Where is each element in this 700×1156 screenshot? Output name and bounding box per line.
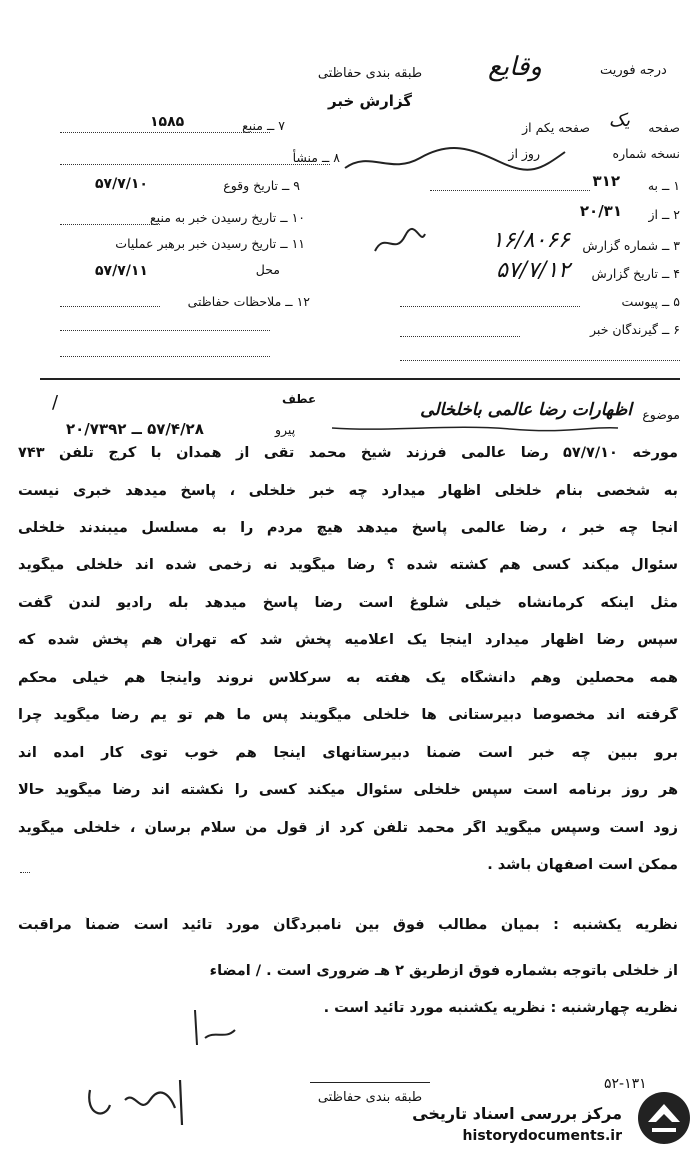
margin-star [20,872,30,873]
field-recipients-label: ۶ ــ گیرندگان خبر [590,322,680,337]
field-report-date-value: ۵۷/۷/۱۲ [496,258,570,283]
body-line: مثل اینکه کرمانشاه خیلی شلوغ است رضا پاسخ میدهد بله رادیو لندن گفت [18,595,678,611]
header-divider [40,378,680,380]
dotted-line [400,336,520,337]
body-line: همه محصلین وهم دانشگاه یک هفته به سرکلاس نروند واینجا هم خیلی محکم [18,670,678,686]
dotted-line [60,356,270,357]
field-report-number-value: ۱۶/۸۰۶۶ [491,228,570,253]
body-line: زود است وسپس میگوید اگر محمد تلفن کرد از قول من سلام برسان ، خلخلی میگوید [18,820,678,836]
dotted-line [60,330,270,331]
field-occurrence-label: ۹ ــ تاریخ وقوع [223,178,300,193]
note-line: از خلخلی باتوجه بشماره فوق ازطریق ۲ هـ ضروری است . / امضاء [209,963,678,979]
field-to-label: ۱ ــ به [647,178,680,193]
note-line: نظریه یکشنبه : بمیان مطالب فوق بین نامبردگان مورد تائید است ضمناً مراقبت [18,917,678,933]
footer-rule [310,1082,430,1083]
signature-mark [185,1000,245,1060]
archive-website: historydocuments.ir [462,1128,622,1144]
form-code: ۵۲-۱۳۱ [604,1076,647,1092]
subject-underline [330,422,620,434]
field-received-leader-label: ۱۱ ــ تاریخ رسیدن خبر برهبر عملیات [115,236,305,251]
reference-value: ۵۷/۴/۲۸ ــ ۲۰/۷۳۹۲ [66,420,204,438]
body-line: سپس رضا اظهار میدارد اینجا یک اعلامیه پخش شد که تهران هم پخش شده که [18,632,678,648]
note-line: نظریه چهارشنبه : نظریه یکشنبه مورد تائید است . [323,1000,678,1016]
field-source-value: ۱۵۸۵ [150,114,185,130]
classification-top: طبقه بندی حفاظتی [317,66,423,81]
urgency-label: درجه فوریت [600,63,667,78]
body-line: سئوال میکند کسی هم کشته شده ؟ رضا میگوید نه زخمی شده اند خلخلی میگوید [18,557,678,573]
field-place-label: محل [255,262,280,277]
subject-value: اظهارات رضا عالمی باخلخالی [420,400,632,420]
field-page-value: یک [608,110,630,131]
body-line: هر روز برنامه است سپس خلخلی سئوال میکند کسی را نکشته اند رضا میگوید حالا [18,782,678,798]
field-received-source-label: ۱۰ ــ تاریخ رسیدن خبر به منبع [150,210,305,225]
field-attachment-label: ۵ ــ پیوست [621,294,680,309]
reference-label: پیرو [275,422,296,437]
field-source-label: ۷ ــ منبع [242,118,285,133]
body-line: آنجا چه خبر ، رضا عالمی پاسخ میدهد هیچ مردم را به مسلسل میبندند خلخلی [18,520,678,536]
classification-bottom: طبقه بندی حفاظتی [317,1090,423,1105]
body-line: مورخه ۵۷/۷/۱۰ رضا عالمی فرزند شیخ محمد تقی از همدان با کرج تلفن ۷۴۳ [18,445,678,461]
dotted-line [60,164,330,165]
dotted-line [400,360,680,361]
archive-center-name: مرکز بررسی اسناد تاریخی [412,1104,622,1123]
dotted-line [60,224,160,225]
field-copy-label: نسخه شماره [612,146,680,161]
subject-label: موضوع [642,407,680,422]
body-line: به شخصی بنام خلخلی اظهار میدارد چه خبر خلخلی ، پاسخ میدهد خبری نیست [18,483,678,499]
field-occurrence-value: ۵۷/۷/۱۰ [95,176,148,192]
body-line: گرفته اند مخصوصاً دبیرستانی ها خلخلی میگویند پس ما هم تو یم رضا میگوید چرا [18,707,678,723]
handwritten-scribble [340,140,570,180]
margin-mark: / [52,392,59,413]
dotted-line [430,190,590,191]
handwritten-signature [80,1070,200,1130]
dotted-line [60,306,160,307]
field-origin-label: ۸ ــ منشأ [292,150,340,165]
field-page-label: صفحه یکم از [522,120,590,135]
report-title: گزارش خبر [327,92,413,110]
dotted-line [60,132,270,133]
field-security-notes-label: ۱۲ ــ ملاحظات حفاظتی [187,294,310,309]
field-from-label: ۲ ــ از [648,207,680,222]
field-page-suffix: صفحه [648,120,680,135]
initials-scribble [370,226,430,260]
urgency-handwritten: وقایع [488,52,542,82]
field-report-date-label: ۴ ــ تاریخ گزارش [591,266,680,281]
subject-note-top: عطف [282,392,317,406]
field-place-value: ۵۷/۷/۱۱ [95,263,148,279]
body-line: برو ببین چه خبر است ضمناً دبیرستانهای اینجا هم خوب توی کار آمده اند [18,745,678,761]
archive-logo-icon [634,1088,694,1148]
field-to-value: ۳۱۲ [592,172,620,190]
body-line-last: ممکن است اصفهان باشد . [487,857,678,873]
dotted-line [400,306,580,307]
field-copy-suffix: روز از [508,146,540,161]
field-report-number-label: ۳ ــ شماره گزارش [582,238,680,253]
field-from-value: ۲۰/۳۱ [579,202,622,220]
